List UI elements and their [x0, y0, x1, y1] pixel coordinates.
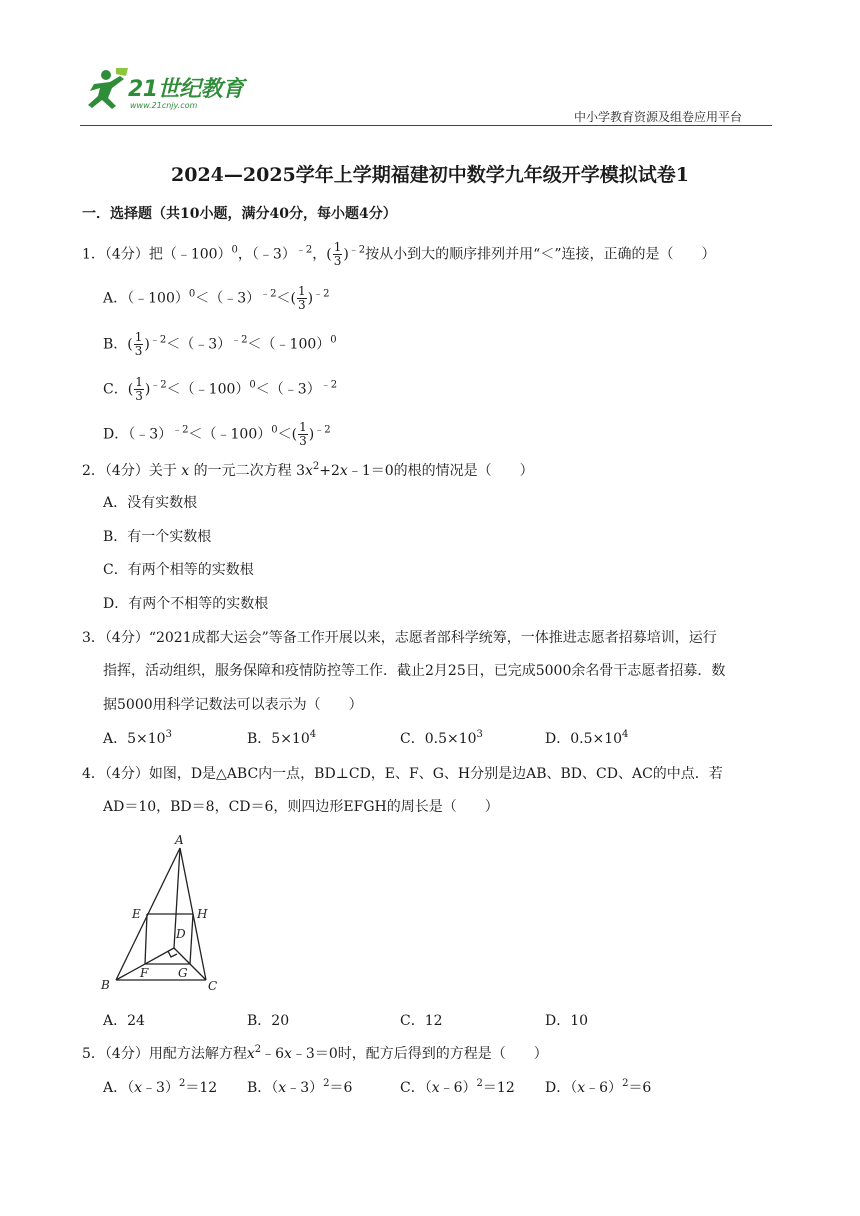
question-4-option-d[interactable]: D．10	[545, 1013, 589, 1029]
question-2-option-d[interactable]: D．有两个不相等的实数根	[103, 596, 269, 612]
label-c: C	[208, 979, 218, 993]
question-4-line-2: AD＝10，BD＝8，CD＝6，则四边形EFGH的周长是（ ）	[103, 799, 499, 815]
question-3-line-3: 据5000用科学记数法可以表示为（ ）	[103, 697, 363, 713]
question-3-option-b[interactable]: B．$5\times 10^4$	[247, 729, 317, 747]
question-5-stem: 5．（4分）用配方法解方程$x^2﹣6x﹣3=0$时，配方后得到的方程是（ ）	[82, 1044, 548, 1062]
edge-hg	[190, 914, 193, 964]
question-1-option-a[interactable]: A．（﹣100）$^0$＜（﹣3）$^{﹣2}$＜( $\frac{1}{3}$ )$^{﹣2}$	[103, 284, 330, 312]
question-3-option-d[interactable]: D．$0.5\times 10^4$	[545, 729, 629, 747]
question-3-option-c[interactable]: C．$0.5\times 10^3$	[400, 729, 483, 747]
logo-text: 21世纪教育	[128, 77, 244, 102]
question-1-option-c[interactable]: C．( $\frac{1}{3}$ )$^{﹣2}$＜（﹣100）$^0$＜（﹣3）$^{﹣2}$	[103, 375, 338, 403]
question-3-option-a[interactable]: A．$5\times 10^3$	[103, 729, 172, 747]
label-d: D	[176, 927, 186, 941]
page-title: 2024—2025学年上学期福建初中数学九年级开学模拟试卷1	[171, 164, 689, 186]
question-1-option-d[interactable]: D．（﹣3）$^{﹣2}$＜（﹣100）$^0$＜( $\frac{1}{3}$ )$^{﹣2}$	[103, 420, 331, 448]
question-4-option-b[interactable]: B．20	[247, 1013, 290, 1029]
label-h: H	[197, 907, 208, 921]
question-2-option-c[interactable]: C．有两个相等的实数根	[103, 562, 254, 578]
question-5-option-a[interactable]: A．（x﹣3）$^2$＝12	[103, 1078, 218, 1096]
header-divider	[80, 125, 772, 126]
page-header	[80, 66, 772, 128]
platform-label: 中小学教育资源及组卷应用平台	[573, 110, 742, 124]
question-1-stem: 1．（4分）把（﹣100）$^0$，（﹣3）$^{﹣2}$，( $\frac{1}{3}$ )$^{﹣2}$按从小到大的顺序排列并用“＜”连接，正确的是（ ）	[82, 240, 716, 268]
triangle-figure	[98, 830, 228, 1000]
right-angle-mark	[168, 951, 177, 957]
runner-logo-icon	[80, 66, 130, 112]
question-3-line-2: 指挥，活动组织，服务保障和疫情防控等工作．截止2月25日，已完成5000余名骨干志愿者招募．数	[103, 663, 726, 679]
question-3-line-1: 3．（4分）“2021成都大运会”等备工作开展以来，志愿者部科学统筹，一体推进志愿者招募培训，运行	[82, 630, 717, 646]
label-f: F	[140, 966, 149, 980]
label-b: B	[101, 978, 110, 992]
question-2-option-b[interactable]: B．有一个实数根	[103, 529, 212, 545]
question-2-option-a[interactable]: A．没有实数根	[103, 495, 198, 511]
logo	[80, 66, 260, 116]
question-2-stem: 2．（4分）关于 x 的一元二次方程 $3x^2+2x﹣1=0$的根的情况是（ ）	[82, 461, 534, 479]
edge-ef	[145, 914, 147, 964]
label-e: E	[132, 907, 141, 921]
label-a: A	[175, 833, 184, 847]
logo-url: www.21cnjy.com	[130, 101, 198, 110]
question-5-option-c[interactable]: C．（x﹣6）$^2$＝12	[400, 1078, 515, 1096]
label-g: G	[178, 966, 188, 980]
section-heading: 一．选择题（共10小题，满分40分，每小题4分）	[82, 206, 397, 222]
question-1-option-b[interactable]: B．( $\frac{1}{3}$ )$^{﹣2}$＜（﹣3）$^{﹣2}$＜（﹣100）$^0$	[103, 330, 337, 358]
question-5-option-b[interactable]: B．（x﹣3）$^2$＝6	[247, 1078, 353, 1096]
triangle-diagram	[98, 830, 228, 1000]
question-4-line-1: 4．（4分）如图，D是△ABC内一点，BD⊥CD，E、F、G、H分别是边AB、BD、CD、AC的中点．若	[82, 766, 723, 782]
question-5-option-d[interactable]: D．（x﹣6）$^2$＝6	[545, 1078, 652, 1096]
fraction-one-third: $\frac{1}{3}$	[333, 240, 342, 268]
question-4-option-a[interactable]: A．24	[103, 1013, 145, 1029]
question-4-option-c[interactable]: C．12	[400, 1013, 443, 1029]
